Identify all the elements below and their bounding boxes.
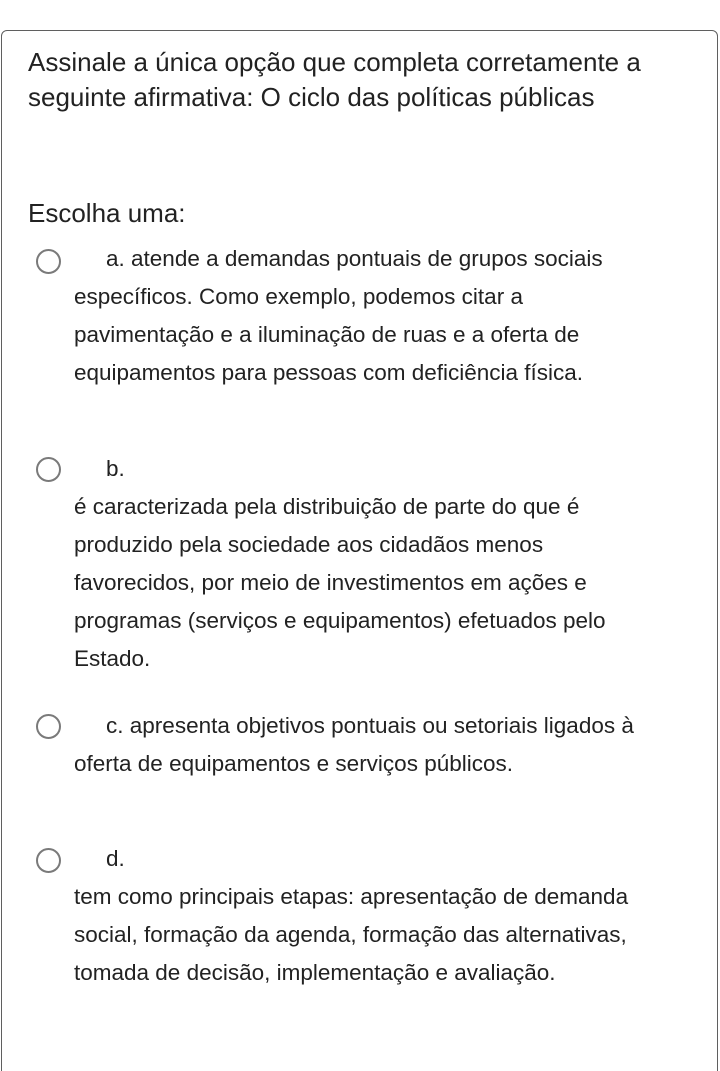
radio-option-d[interactable] (36, 848, 61, 873)
option-c-label: apresenta objetivos pontuais ou setoriais ligados à oferta de equipamentos e serviços públicos. (74, 713, 634, 776)
answer-prompt: Escolha uma: (28, 198, 186, 228)
option-c-text[interactable] (74, 707, 664, 783)
option-d-letter: d. (106, 846, 125, 871)
option-d-label: tem como principais etapas: apresentação de demanda social, formação da agenda, formação das alternativas, tomada de decisão, implementação e avaliação. (74, 884, 629, 985)
question-text: Assinale a única opção que completa corretamente a seguinte afirmativa: O ciclo das políticas públicas (28, 47, 641, 112)
option-b-text[interactable] (74, 450, 664, 678)
option-a-letter: a. (106, 246, 125, 271)
option-a-text[interactable] (74, 240, 664, 392)
option-d-text[interactable] (74, 840, 664, 992)
radio-option-a[interactable] (36, 249, 61, 274)
option-b-letter: b. (106, 456, 125, 481)
option-c-letter: c. (106, 713, 124, 738)
option-a-label: atende a demandas pontuais de grupos sociais específicos. Como exemplo, podemos citar a pavimentação e a iluminação de ruas e a oferta de equipamentos para pessoas com deficiência física. (74, 246, 603, 385)
option-b-label: é caracterizada pela distribuição de parte do que é produzido pela sociedade aos cidadãos menos favorecidos, por meio de investimentos em ações e programas (serviços e equipamentos) efetuados pelo Estado. (74, 494, 606, 671)
radio-option-b[interactable] (36, 457, 61, 482)
radio-option-c[interactable] (36, 714, 61, 739)
